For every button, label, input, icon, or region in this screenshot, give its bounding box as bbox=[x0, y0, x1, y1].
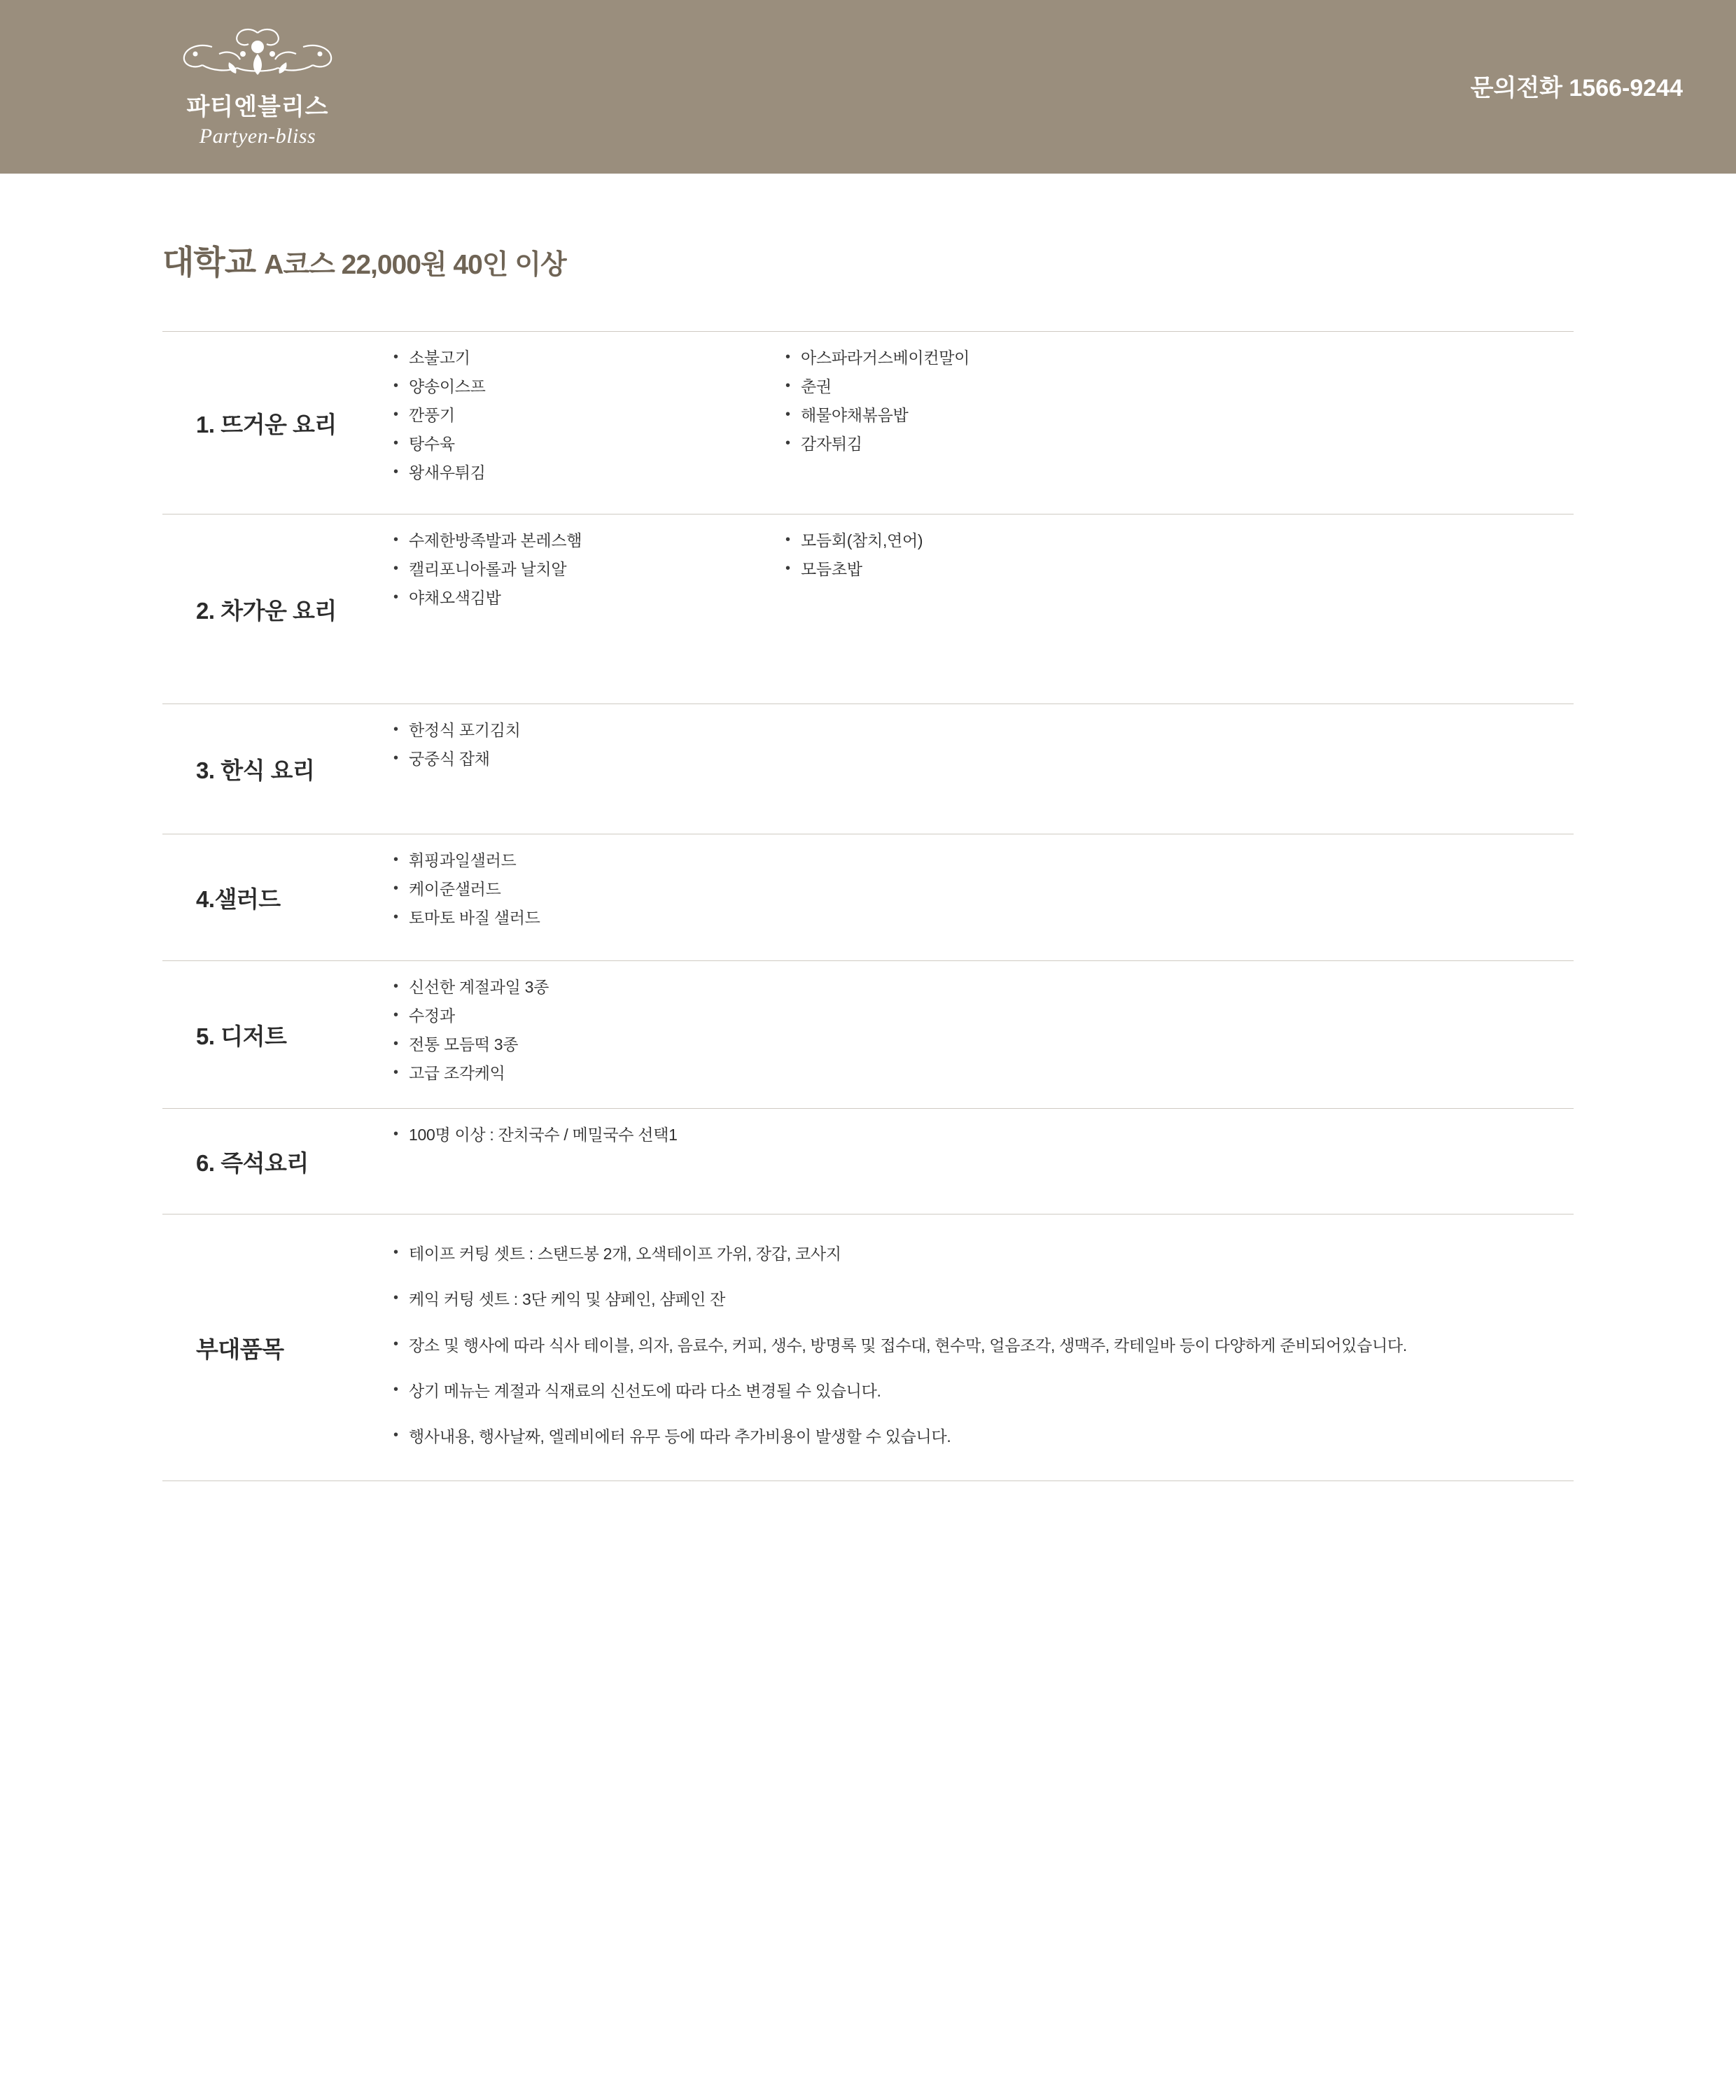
list-item: • 수제한방족발과 본레스햄 bbox=[393, 533, 785, 549]
table-row bbox=[162, 1109, 1574, 1214]
list-item: • 모듬초밥 bbox=[785, 561, 1177, 578]
list-item: • 아스파라거스베이컨말이 bbox=[785, 350, 1177, 366]
list-item: • 휘핑과일샐러드 bbox=[393, 853, 785, 869]
table-row bbox=[162, 332, 1574, 514]
list-item: • 100명 이상 : 잔치국수 / 메밀국수 선택1 bbox=[393, 1127, 1574, 1143]
table-row bbox=[162, 514, 1574, 704]
list-item: • 춘권 bbox=[785, 379, 1177, 395]
section-columns bbox=[393, 961, 1574, 1108]
section-label: 3. 한식 요리 bbox=[196, 757, 315, 783]
section-columns bbox=[393, 332, 1574, 514]
page-header bbox=[0, 0, 1736, 174]
section-columns bbox=[393, 1109, 1574, 1214]
section-label: 6. 즉석요리 bbox=[196, 1149, 309, 1176]
page-title-detail: A코스 22,000원 40인 이상 bbox=[264, 250, 566, 280]
page-title-main: 대학교 bbox=[162, 244, 256, 281]
list-item: • 신선한 계절과일 3종 bbox=[393, 979, 785, 995]
menu-column bbox=[393, 350, 785, 496]
list-item: • 전통 모듬떡 3종 bbox=[393, 1037, 785, 1053]
menu-column bbox=[393, 853, 785, 942]
list-item: • 캘리포니아롤과 날치알 bbox=[393, 561, 785, 578]
list-item: • 고급 조각케익 bbox=[393, 1065, 785, 1082]
brand-name: 파티엔블리스 bbox=[186, 93, 329, 120]
section-columns bbox=[393, 704, 1574, 834]
list-item: • 야채오색김밥 bbox=[393, 590, 785, 606]
section-columns bbox=[393, 514, 1574, 704]
list-item: • 깐풍기 bbox=[393, 407, 785, 424]
table-row bbox=[162, 961, 1574, 1109]
section-columns bbox=[393, 834, 1574, 960]
list-item: • 행사내용, 행사날짜, 엘레비에터 유무 등에 따라 추가비용이 발생할 수 있습니다. bbox=[393, 1425, 1557, 1448]
section-label: 5. 디저트 bbox=[196, 1023, 287, 1049]
list-item: • 탕수육 bbox=[393, 436, 785, 452]
list-item: • 한정식 포기김치 bbox=[393, 722, 785, 738]
page-content bbox=[0, 237, 1736, 1565]
extras-list bbox=[393, 1242, 1574, 1452]
footer-spacer bbox=[162, 1481, 1574, 1565]
section-label: 부대품목 bbox=[196, 1336, 284, 1362]
menu-column bbox=[785, 533, 1177, 685]
menu-column bbox=[393, 979, 785, 1090]
list-item: • 토마토 바질 샐러드 bbox=[393, 910, 785, 926]
list-item: • 모듬회(참치,연어) bbox=[785, 533, 1177, 549]
menu-column bbox=[785, 350, 1177, 496]
list-item: • 왕새우튀김 bbox=[393, 465, 785, 481]
list-item: • 케익 커팅 셋트 : 3단 케익 및 샴페인, 샴페인 잔 bbox=[393, 1288, 1557, 1311]
menu-column bbox=[393, 1127, 1574, 1196]
section-label: 2. 차가운 요리 bbox=[196, 597, 337, 624]
list-item: • 해물야채볶음밥 bbox=[785, 407, 1177, 424]
section-label: 4.샐러드 bbox=[196, 886, 281, 912]
list-item: • 궁중식 잡채 bbox=[393, 751, 785, 767]
list-item: • 장소 및 행사에 따라 식사 테이블, 의자, 음료수, 커피, 생수, 방명록 및 접수대, 현수막, 얼음조각, 생맥주, 칵테일바 등이 다양하게 준비되어있습니다. bbox=[393, 1334, 1557, 1357]
list-item: • 케이준샐러드 bbox=[393, 881, 785, 897]
menu-column bbox=[393, 533, 785, 685]
list-item: • 수정과 bbox=[393, 1008, 785, 1024]
list-item: • 테이프 커팅 셋트 : 스탠드봉 2개, 오색테이프 가위, 장갑, 코사지 bbox=[393, 1242, 1557, 1266]
table-row bbox=[162, 704, 1574, 834]
table-row bbox=[162, 834, 1574, 961]
page-title bbox=[162, 237, 1574, 284]
brand-script: Partyen-bliss bbox=[199, 124, 316, 148]
menu-column bbox=[393, 722, 785, 816]
section-columns bbox=[393, 1214, 1574, 1480]
table-row-extras bbox=[162, 1214, 1574, 1481]
list-item: • 감자튀김 bbox=[785, 436, 1177, 452]
list-item: • 상기 메뉴는 계절과 식재료의 신선도에 따라 다소 변경될 수 있습니다. bbox=[393, 1380, 1557, 1403]
section-label: 1. 뜨거운 요리 bbox=[196, 411, 337, 438]
brand-logo bbox=[153, 10, 363, 164]
list-item: • 양송이스프 bbox=[393, 379, 785, 395]
contact-phone: 문의전화 1566-9244 bbox=[1470, 75, 1683, 102]
menu-table bbox=[162, 331, 1574, 1481]
list-item: • 소불고기 bbox=[393, 350, 785, 366]
floral-ornament-icon bbox=[170, 26, 345, 86]
